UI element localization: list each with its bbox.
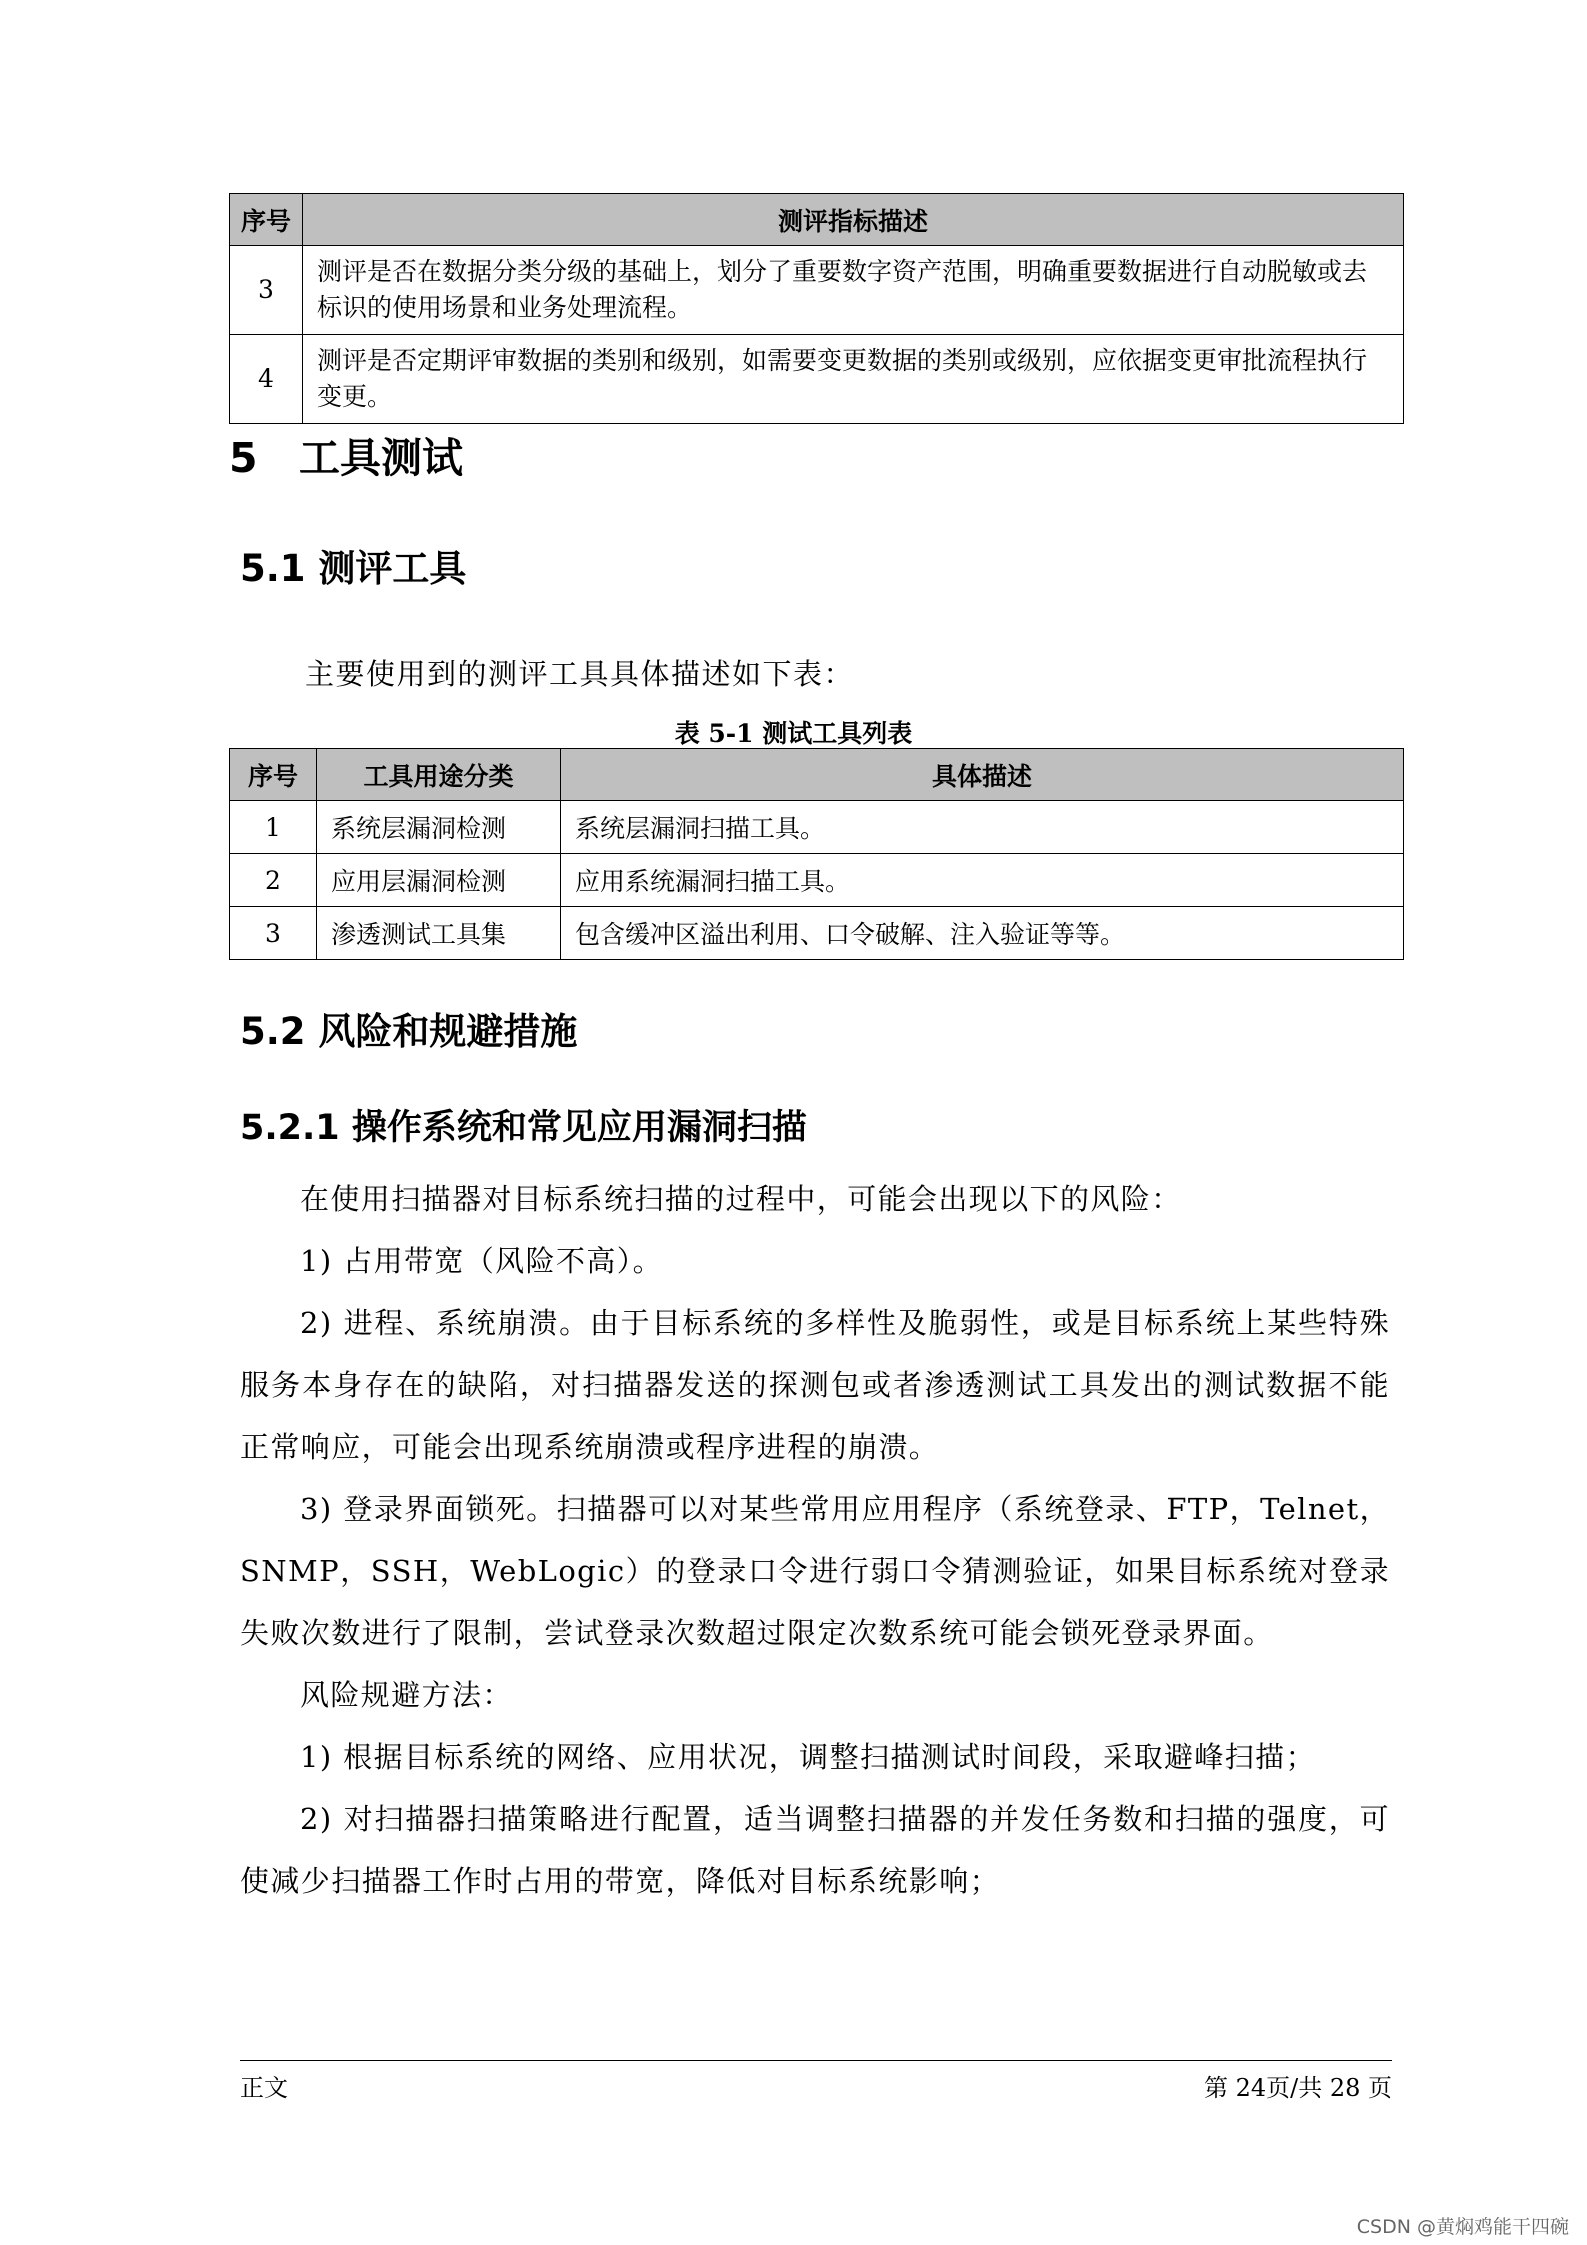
- table-header-row: [230, 749, 1404, 801]
- watermark: CSDN @黄焖鸡能干四碗: [1356, 2216, 1569, 2238]
- body-paragraph: 在使用扫描器对目标系统扫描的过程中，可能会出现以下的风险：: [300, 1182, 1182, 1216]
- body-paragraph: 2) 对扫描器扫描策略进行配置，适当调整扫描器的并发任务数和扫描的强度，可使减少扫描器工作时占用的带宽，降低对目标系统影响；: [240, 1802, 1390, 1898]
- column-header-description: 具体描述: [561, 749, 1404, 801]
- tools-table: [229, 748, 1404, 960]
- row-description: 测评是否在数据分类分级的基础上，划分了重要数字资产范围，明确重要数据进行自动脱敏或去标识的使用场景和业务处理流程。: [303, 246, 1404, 335]
- criteria-table: [229, 193, 1404, 424]
- table-row: [230, 854, 1404, 907]
- row-number: 2: [230, 854, 317, 907]
- row-number: 3: [230, 246, 303, 335]
- body-paragraph: 1) 占用带宽（风险不高）。: [300, 1244, 664, 1278]
- section-heading-5-1: 5.1 测评工具: [240, 547, 467, 590]
- footer-left: 正文: [240, 2074, 288, 2102]
- row-number: 1: [230, 801, 317, 854]
- section-heading-5: [229, 425, 463, 484]
- section-title: 工具测试: [299, 434, 463, 482]
- section-number: 5: [229, 434, 258, 482]
- table-caption: 表 5-1 测试工具列表: [674, 719, 913, 748]
- section-heading-5-2: 5.2 风险和规避措施: [240, 1010, 578, 1053]
- row-description: 应用系统漏洞扫描工具。: [561, 854, 1404, 907]
- row-number: 4: [230, 335, 303, 424]
- table-row: [230, 801, 1404, 854]
- row-description: 包含缓冲区溢出利用、口令破解、注入验证等等。: [561, 907, 1404, 960]
- body-paragraph: 风险规避方法：: [300, 1678, 513, 1712]
- page-number: 第 24页/共 28 页: [1203, 2074, 1392, 2102]
- column-header-number: 序号: [230, 749, 317, 801]
- row-category: 渗透测试工具集: [317, 907, 561, 960]
- column-header-description: 测评指标描述: [303, 194, 1404, 246]
- column-header-number: 序号: [230, 194, 303, 246]
- row-number: 3: [230, 907, 317, 960]
- table-row: [230, 335, 1404, 424]
- column-header-category: 工具用途分类: [317, 749, 561, 801]
- footer-divider: [240, 2060, 1392, 2061]
- body-paragraph: 1) 根据目标系统的网络、应用状况，调整扫描测试时间段，采取避峰扫描；: [300, 1740, 1316, 1774]
- table-row: [230, 907, 1404, 960]
- table-header-row: [230, 194, 1404, 246]
- body-paragraph: 3) 登录界面锁死。扫描器可以对某些常用应用程序（系统登录、FTP，Telnet，SNMP，SSH，WebLogic）的登录口令进行弱口令猜测验证，如果目标系统对登录失败次数进行了限制，尝试登录次数超过限定次数系统可能会锁死登录界面。: [240, 1492, 1390, 1650]
- row-category: 系统层漏洞检测: [317, 801, 561, 854]
- row-category: 应用层漏洞检测: [317, 854, 561, 907]
- row-description: 系统层漏洞扫描工具。: [561, 801, 1404, 854]
- row-description: 测评是否定期评审数据的类别和级别，如需要变更数据的类别或级别，应依据变更审批流程执行变更。: [303, 335, 1404, 424]
- intro-text: 主要使用到的测评工具具体描述如下表：: [305, 657, 855, 691]
- body-paragraph: 2) 进程、系统崩溃。由于目标系统的多样性及脆弱性，或是目标系统上某些特殊服务本身存在的缺陷，对扫描器发送的探测包或者渗透测试工具发出的测试数据不能正常响应，可能会出现系统崩溃或程序进程的崩溃。: [240, 1306, 1390, 1464]
- section-heading-5-2-1: 5.2.1 操作系统和常见应用漏洞扫描: [240, 1108, 807, 1148]
- table-row: [230, 246, 1404, 335]
